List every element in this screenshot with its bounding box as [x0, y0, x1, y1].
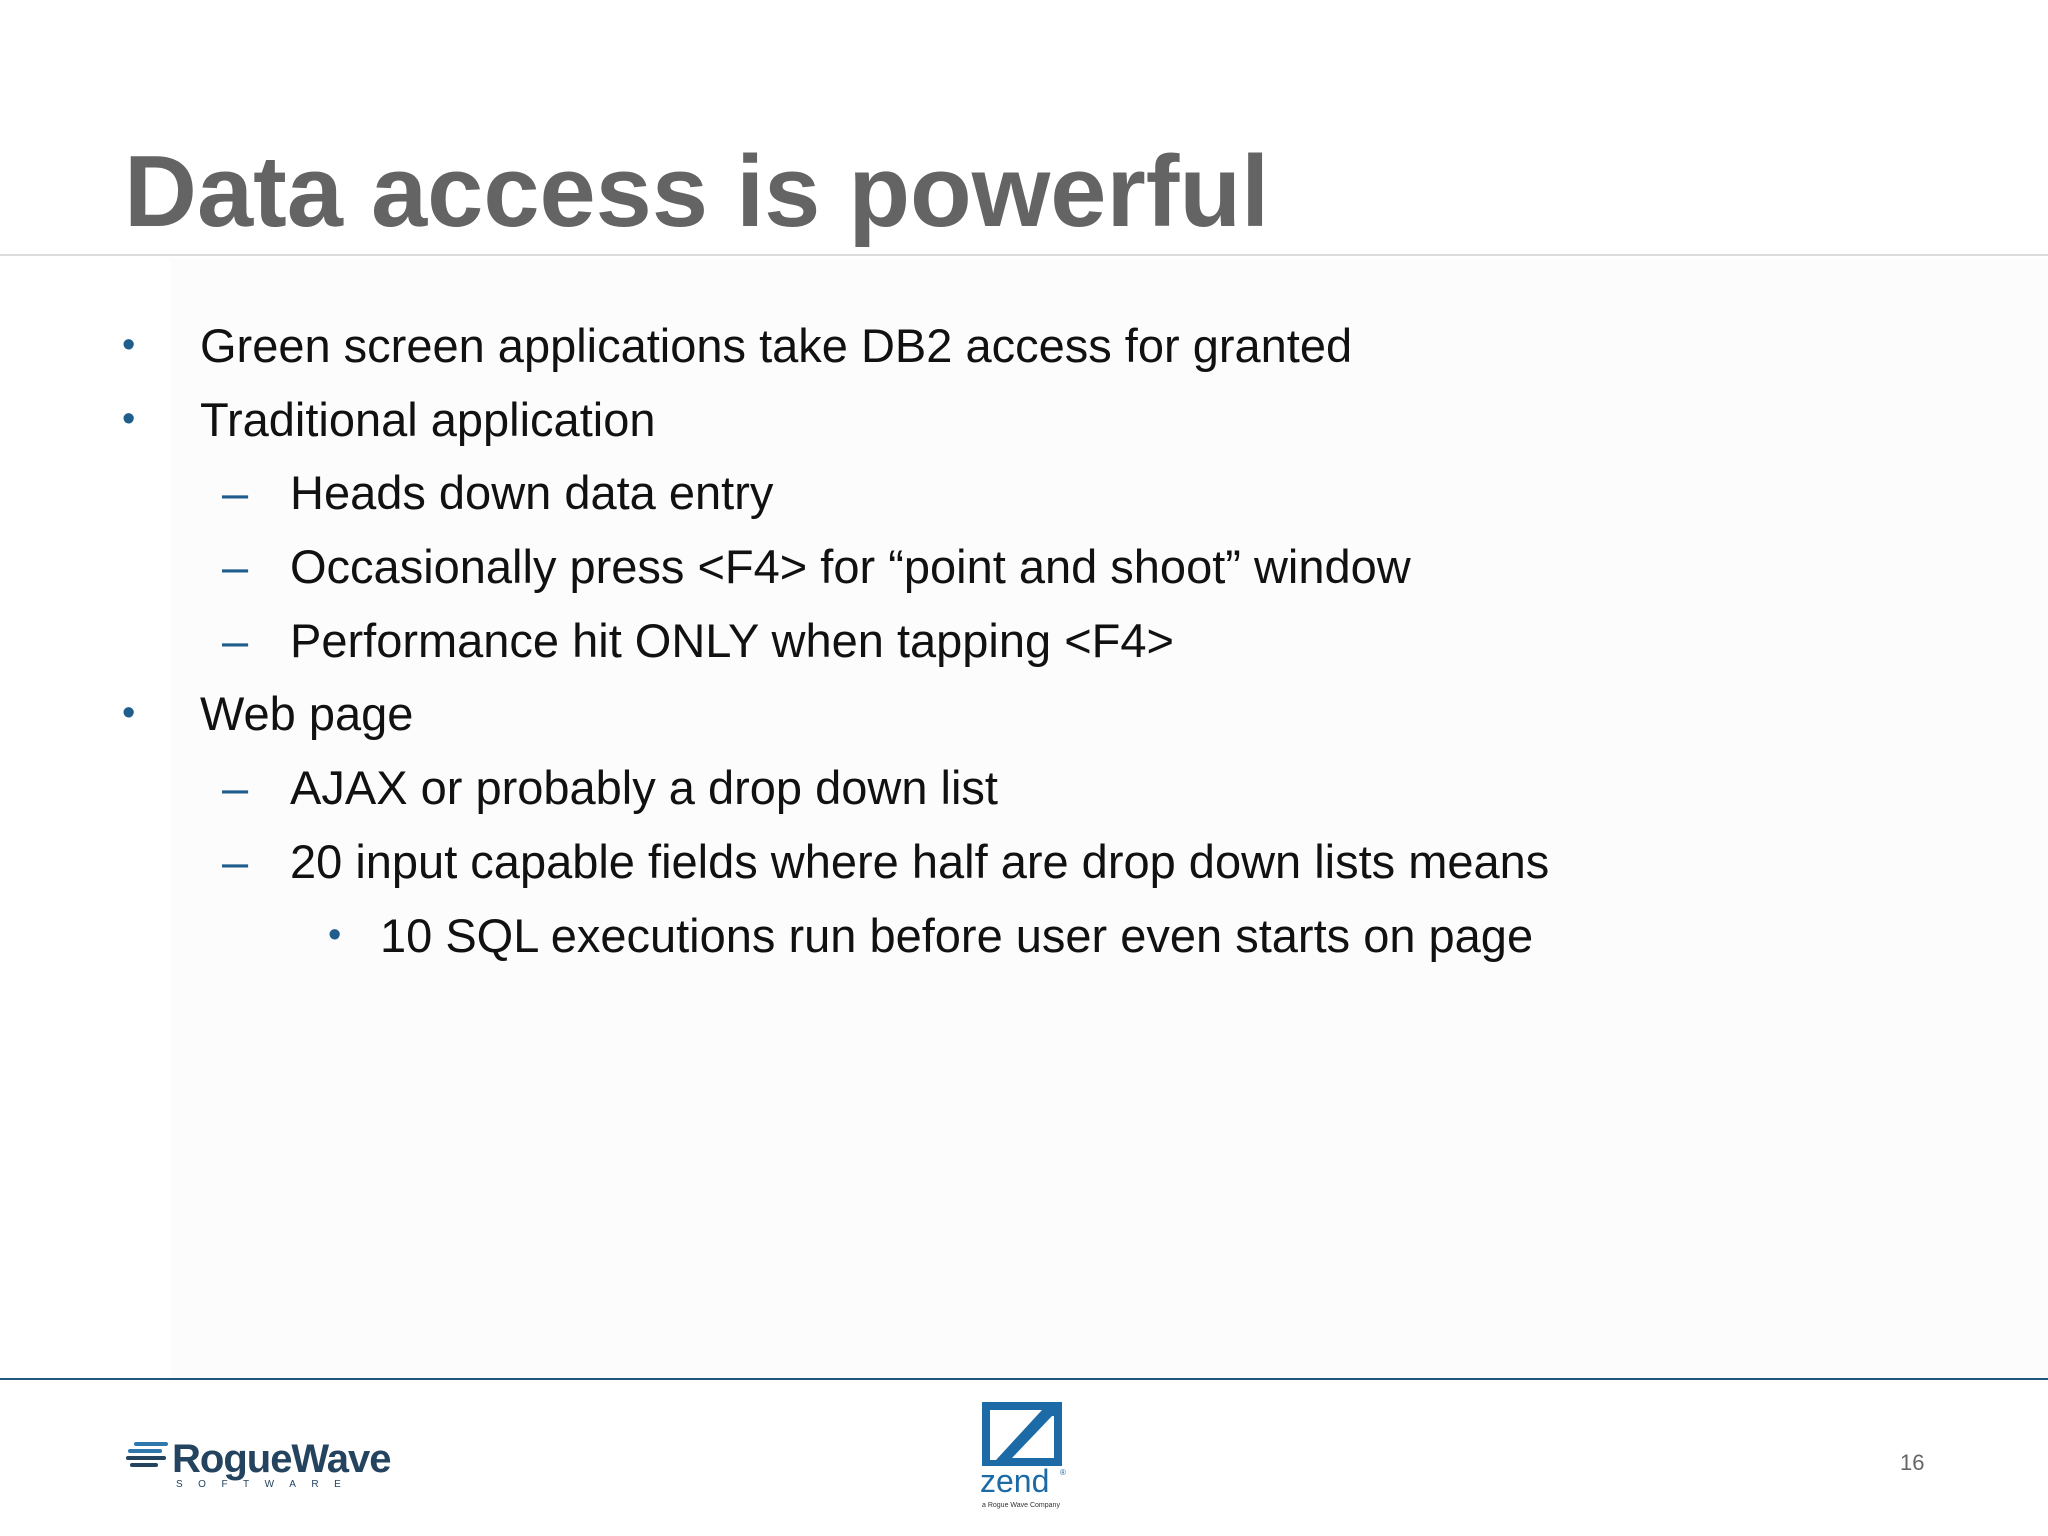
dash-marker: –: [222, 834, 249, 888]
dash-marker: –: [222, 613, 249, 667]
page-number: 16: [1900, 1450, 1925, 1475]
zend-wordmark: zend: [980, 1463, 1050, 1499]
sub-sub-bullet-text: 10 SQL executions run before user even starts on page: [380, 908, 1534, 962]
sub-bullet-text: Heads down data entry: [290, 466, 774, 520]
footer-divider: [0, 1378, 2048, 1380]
dash-marker: –: [222, 761, 249, 815]
roguewave-wordmark: RogueWave: [172, 1437, 391, 1481]
sub-bullet-text: 20 input capable fields where half are drop down lists means: [290, 834, 1550, 888]
sub-bullet-item: [0, 751, 2048, 825]
slide-title: Data access is powerful: [124, 136, 1270, 248]
sub-bullet-item: [0, 456, 2048, 530]
bullet-marker: •: [122, 397, 136, 440]
zend-logo: [976, 1398, 1086, 1516]
zend-trademark: ®: [1060, 1468, 1066, 1477]
bullet-text: Web page: [200, 687, 414, 741]
bullet-marker: •: [328, 913, 342, 956]
bullet-marker: •: [122, 692, 136, 735]
dash-marker: –: [222, 466, 249, 520]
roguewave-wave-icon: [126, 1442, 170, 1472]
dash-marker: –: [222, 540, 249, 594]
roguewave-software-label: SOFTWARE: [176, 1479, 357, 1490]
sub-sub-bullet-item: [0, 899, 2048, 973]
sub-bullet-text: AJAX or probably a drop down list: [290, 761, 998, 815]
bullet-list: [0, 309, 2048, 972]
title-divider: [0, 254, 2048, 256]
roguewave-logo: [126, 1436, 426, 1492]
bullet-text: Traditional application: [200, 392, 656, 446]
bullet-item: [0, 309, 2048, 383]
sub-bullet-text: Performance hit ONLY when tapping <F4>: [290, 613, 1174, 667]
sub-bullet-item: [0, 604, 2048, 678]
sub-bullet-text: Occasionally press <F4> for “point and shoot” window: [290, 540, 1411, 594]
zend-z-icon: [982, 1402, 1062, 1466]
bullet-item: [0, 383, 2048, 457]
bullet-item: [0, 677, 2048, 751]
zend-tagline: a Rogue Wave Company: [982, 1502, 1060, 1509]
sub-bullet-item: [0, 825, 2048, 899]
bullet-text: Green screen applications take DB2 access for granted: [200, 319, 1353, 372]
sub-bullet-item: [0, 530, 2048, 604]
bullet-marker: •: [122, 324, 136, 366]
